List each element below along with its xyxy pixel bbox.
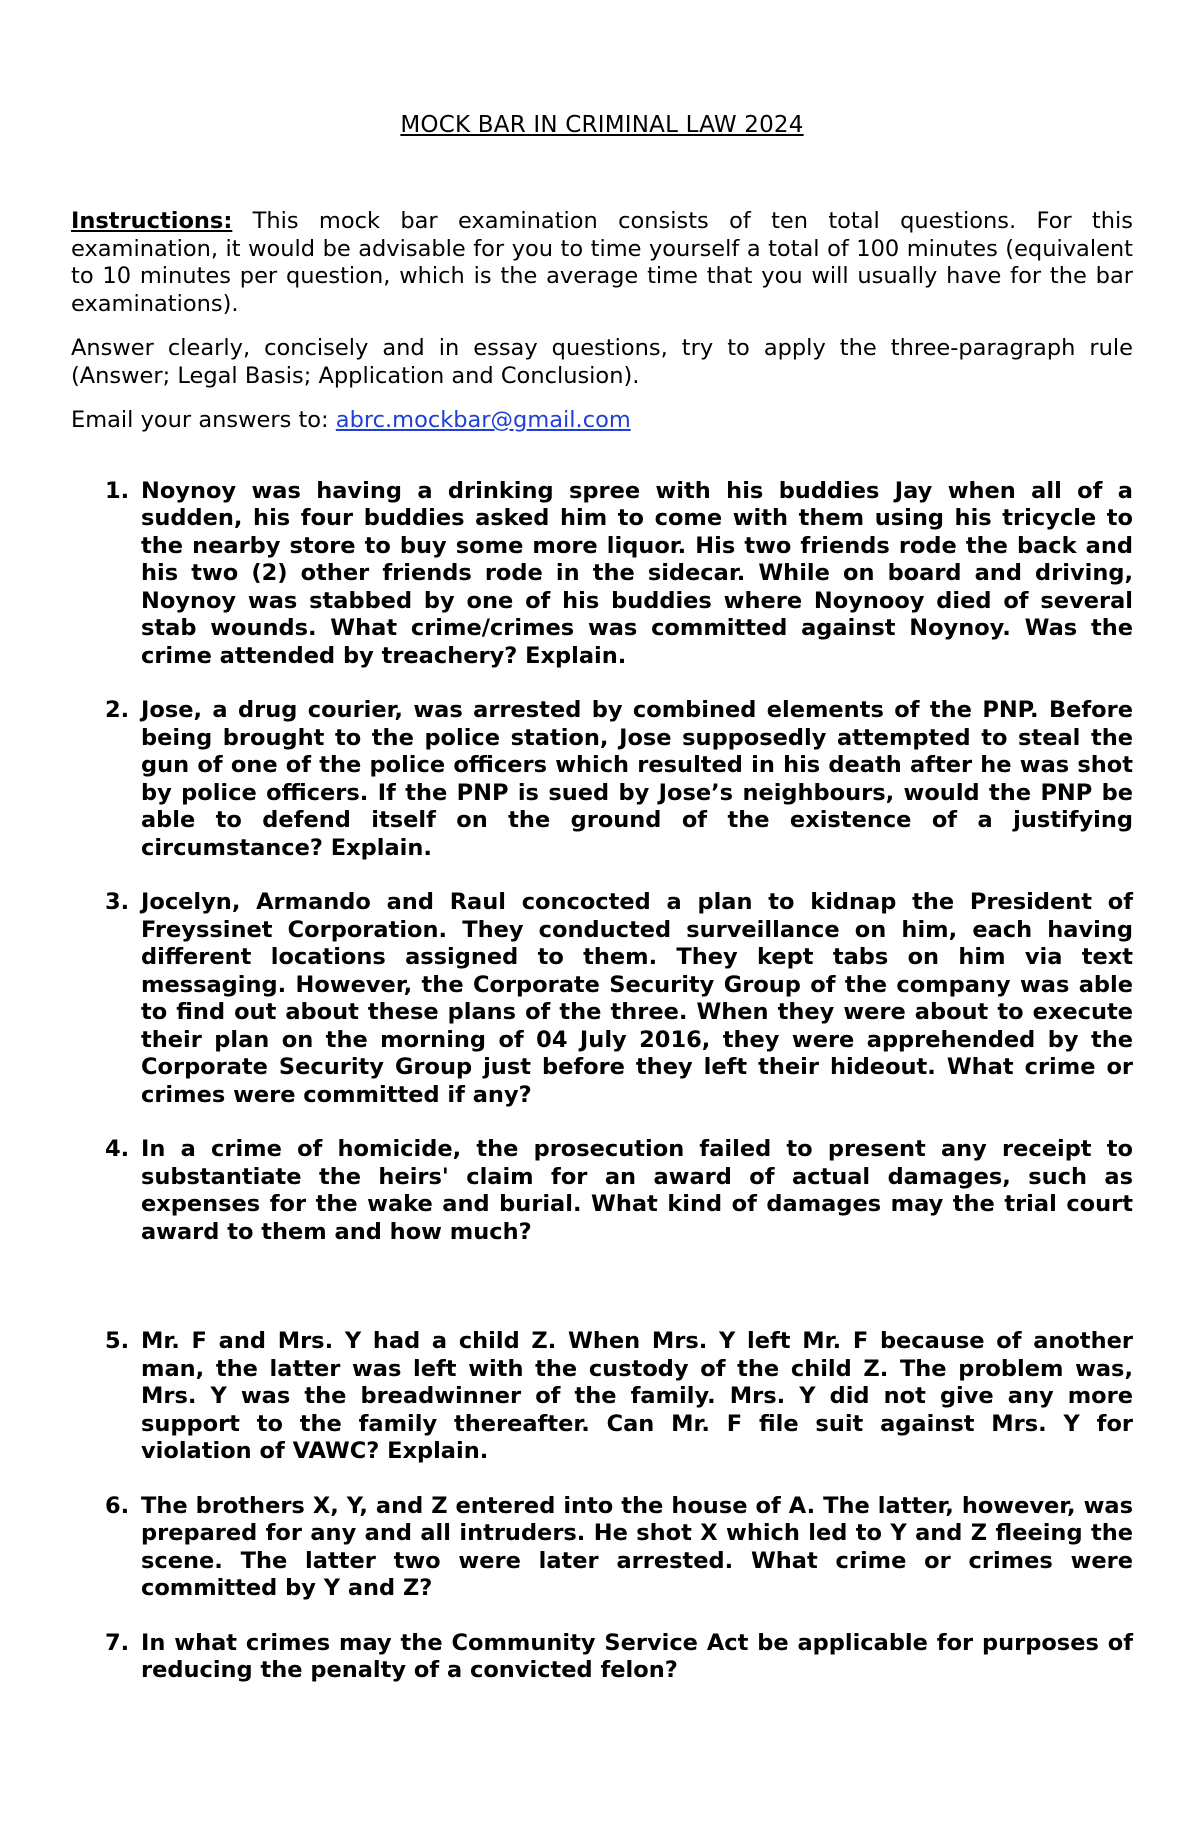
question-item <box>71 478 1133 671</box>
question-item <box>71 889 1133 1109</box>
question-number: 4. <box>105 1136 130 1162</box>
answer-rule-paragraph: Answer clearly, concisely and in essay questions, try to apply the three-paragraph rule (Answer; Legal Basis; Application and Conclusion). <box>71 335 1133 389</box>
question-text: Jose, a drug courier, was arrested by combined elements of the PNP. Before being brought to the police station, Jose supposedly attempted to steal the gun of one of the police officers which resulted in his death after he was shot by police officers. If the PNP is sued by Jose’s neighbours, would the PNP be able to defend itself on the ground of the existence of a justifying circumstance? Explain. <box>141 697 1133 861</box>
email-link[interactable]: abrc.mockbar@gmail.com <box>335 407 631 433</box>
document-title: MOCK BAR IN CRIMINAL LAW 2024 <box>400 112 804 138</box>
question-number: 6. <box>105 1492 130 1519</box>
question-item <box>71 1630 1133 1685</box>
question-text: Jocelyn, Armando and Raul concocted a plan to kidnap the President of Freyssinet Corporation. They conducted surveillance on him, each having different locations assigned to them. They kept tabs on him via text messaging. However, the Corporate Security Group of the company was able to find out about these plans of the three. When they were about to execute their plan on the morning of 04 July 2016, they were apprehended by the Corporate Security Group just before they left their hideout. What crime or crimes were committed if any? <box>141 889 1133 1108</box>
question-text: In what crimes may the Community Service Act be applicable for purposes of reducing the penalty of a convicted felon? <box>141 1629 1133 1683</box>
question-number: 5. <box>105 1328 130 1354</box>
question-text: Mr. F and Mrs. Y had a child Z. When Mrs. Y left Mr. F because of another man, the latter was left with the custody of the child Z. The problem was, Mrs. Y was the breadwinner of the family. Mrs. Y did not give any more support to the family thereafter. Can Mr. F file suit against Mrs. Y for violation of VAWC? Explain. <box>141 1328 1133 1464</box>
question-number: 7. <box>105 1629 130 1656</box>
question-item <box>71 697 1133 862</box>
question-text: In a crime of homicide, the prosecution failed to present any receipt to substantiate the heirs' claim for an award of actual damages, such as expenses for the wake and burial. What kind of damages may the trial court award to them and how much? <box>141 1136 1133 1245</box>
question-number: 1. <box>105 477 130 504</box>
question-number: 3. <box>105 889 130 915</box>
instructions-paragraph <box>71 208 1133 318</box>
question-item <box>71 1493 1133 1603</box>
instructions-label: Instructions: <box>71 208 233 234</box>
email-paragraph <box>71 407 1133 435</box>
email-label: Email your answers to: <box>71 407 336 433</box>
questions-list <box>71 478 1133 1685</box>
question-item <box>71 1136 1133 1246</box>
question-number: 2. <box>105 697 130 723</box>
instructions-text: This mock bar examination consists of ten total questions. For this examination, it would be advisable for you to time yourself a total of 100 minutes (equivalent to 10 minutes per question, which is the average time that you will usually have for the bar examinations). <box>71 208 1133 317</box>
question-text: The brothers X, Y, and Z entered into the house of A. The latter, however, was prepared for any and all intruders. He shot X which led to Y and Z fleeing the scene. The latter two were later arrested. What crime or crimes were committed by Y and Z? <box>141 1492 1133 1601</box>
question-text: Noynoy was having a drinking spree with his buddies Jay when all of a sudden, his four buddies asked him to come with them using his tricycle to the nearby store to buy some more liquor. His two friends rode the back and his two (2) other friends rode in the sidecar. While on board and driving, Noynoy was stabbed by one of his buddies where Noynooy died of several stab wounds. What crime/crimes was committed against Noynoy. Was the crime attended by treachery? Explain. <box>141 477 1133 669</box>
question-item <box>71 1328 1133 1466</box>
document-page <box>71 112 1133 1712</box>
